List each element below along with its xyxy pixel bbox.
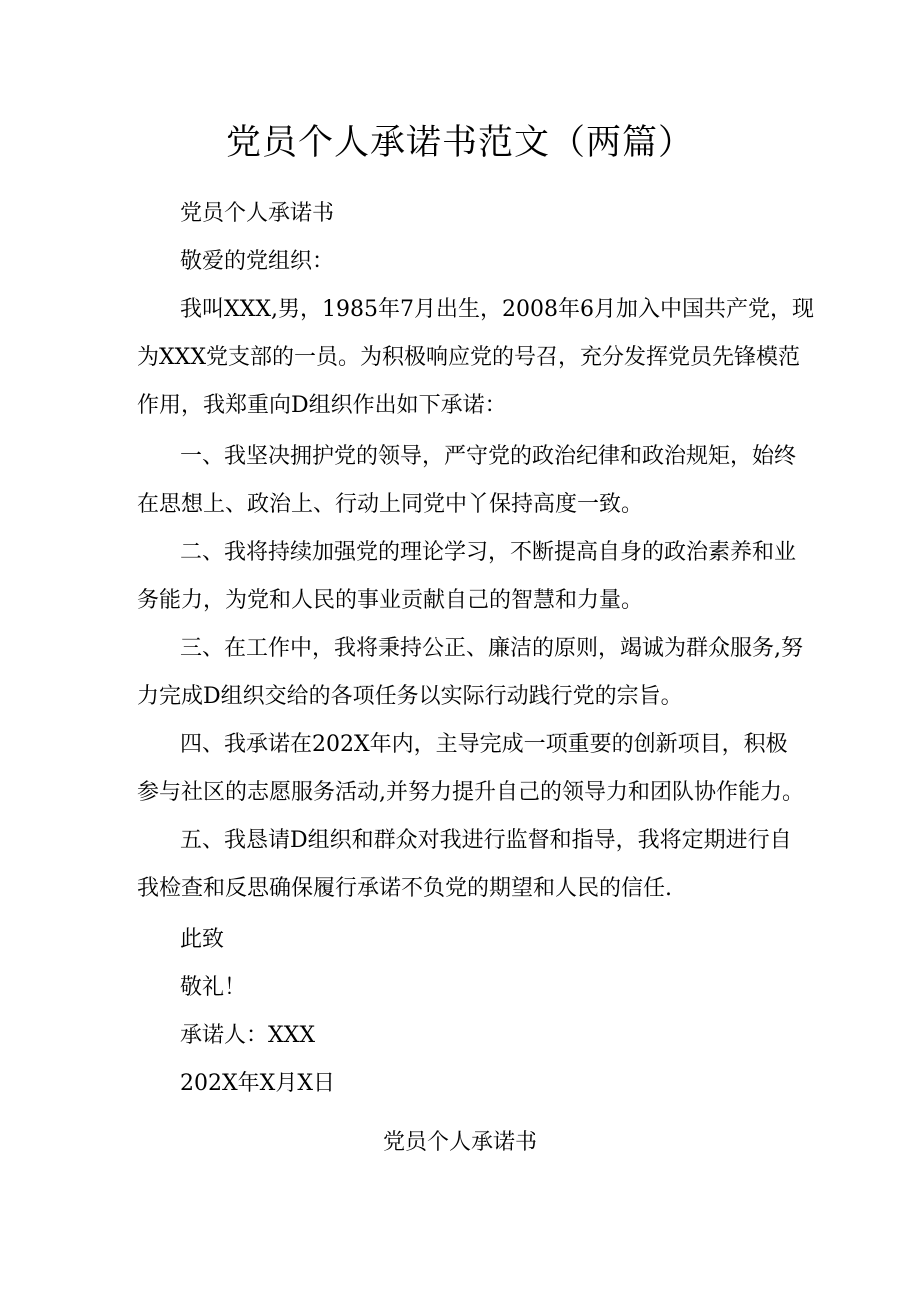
pledge-4-line-2: 参与社区的志愿服务活动,并努力提升自己的领导力和团队协作能力。 — [137, 780, 804, 805]
letter-heading: 党员个人承诺书 — [180, 201, 335, 226]
pledge-3-line-1: 三、在工作中，我将秉持公正、廉洁的原则，竭诚为群众服务,努 — [180, 636, 803, 661]
intro-line-3: 作用，我郑重向D组织作出如下承诺： — [137, 393, 507, 418]
pledge-4-line-1: 四、我承诺在202X年内，主导完成一项重要的创新项目，积极 — [180, 732, 788, 757]
pledge-3-line-2: 力完成D组织交给的各项任务以实际行动践行党的宗旨。 — [137, 684, 683, 709]
pledge-1-line-2: 在思想上、政治上、行动上同党中丫保持高度一致。 — [137, 492, 644, 517]
closing-jing-li: 敬礼！ — [180, 975, 247, 1000]
intro-line-2: 为XXX党支部的一员。为积极响应党的号召，充分发挥党员先锋模范 — [137, 345, 800, 370]
salutation: 敬爱的党组织： — [180, 249, 335, 274]
second-letter-heading: 党员个人承诺书 — [382, 1130, 537, 1155]
pledge-2-line-2: 务能力，为党和人民的事业贡献自己的智慧和力量。 — [137, 588, 644, 613]
pledge-2-line-1: 二、我将持续加强党的理论学习，不断提高自身的政治素养和业 — [180, 540, 797, 565]
pledge-1-line-1: 一、我坚决拥护党的领导，严守党的政治纪律和政治规矩，始终 — [180, 444, 797, 469]
intro-line-1: 我叫XXX,男，1985年7月出生，2008年6月加入中国共产党，现 — [180, 297, 814, 322]
pledge-5-line-1: 五、我恳请D组织和群众对我进行监督和指导，我将定期进行自 — [180, 828, 792, 853]
signer-line: 承诺人：XXX — [180, 1023, 315, 1048]
date-line: 202X年X月X日 — [180, 1071, 335, 1096]
closing-ci-zhi: 此致 — [180, 927, 225, 952]
document-title: 党员个人承诺书范文（两篇） — [225, 123, 694, 163]
pledge-5-line-2: 我检查和反思确保履行承诺不负党的期望和人民的信任. — [137, 876, 672, 901]
